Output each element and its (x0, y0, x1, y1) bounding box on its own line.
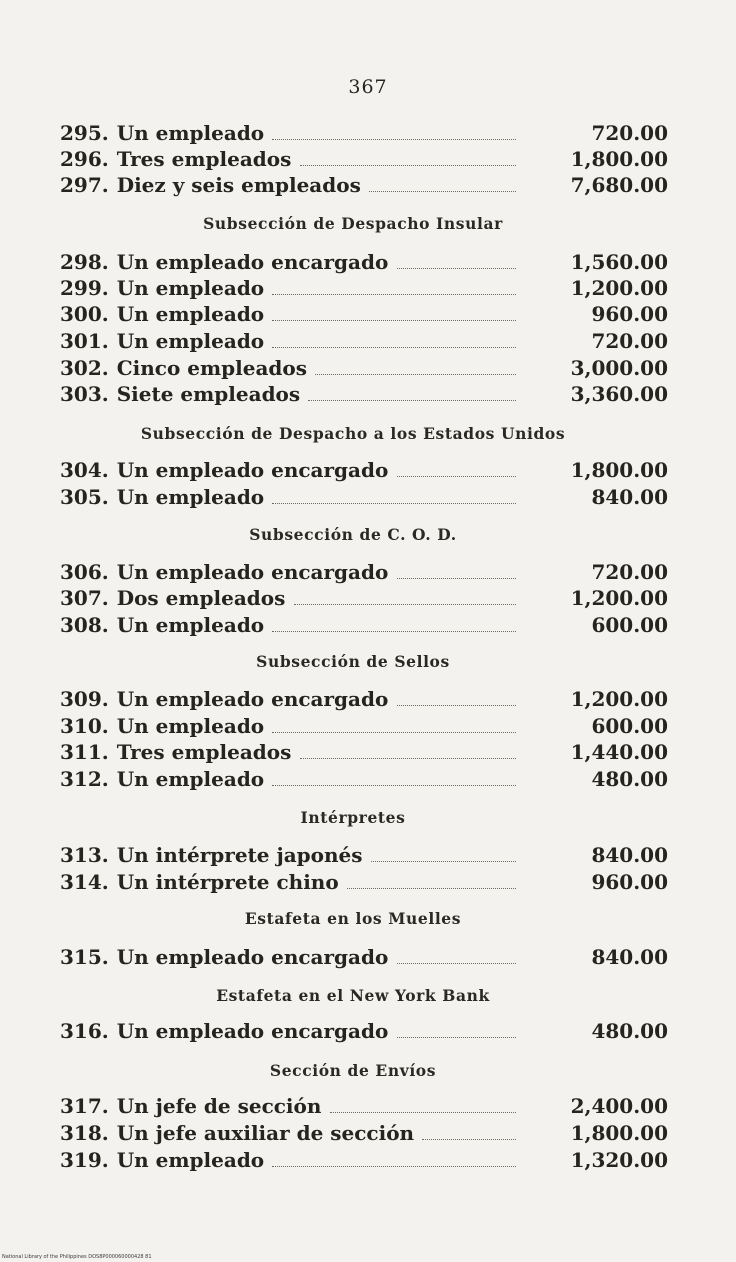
item-number: 301. (60, 329, 109, 353)
dot-leader (330, 1086, 516, 1113)
item-amount: 600.00 (591, 613, 668, 637)
item-description: Tres empleados (116, 740, 292, 764)
item-description: Un empleado (116, 767, 265, 791)
item-number: 305. (60, 485, 109, 509)
item-number: 295. (60, 121, 109, 145)
dot-leader (397, 450, 516, 477)
dot-leader (272, 1140, 516, 1167)
item-amount: 840.00 (591, 945, 668, 969)
item-amount: 1,320.00 (570, 1148, 668, 1172)
item-description: Un intérprete japonés (116, 843, 363, 867)
item-description: Un empleado encargado (116, 687, 389, 711)
item-description: Un empleado encargado (116, 250, 389, 274)
item-description: Un empleado encargado (116, 945, 389, 969)
item-amount: 480.00 (591, 1019, 668, 1043)
item-description: Un empleado (116, 302, 265, 326)
item-number: 302. (60, 356, 109, 380)
item-description: Un jefe de sección (116, 1094, 322, 1118)
item-amount: 1,200.00 (570, 687, 668, 711)
item-number: 312. (60, 767, 109, 791)
item-description: Un empleado encargado (116, 560, 389, 584)
dot-leader (272, 759, 516, 786)
item-number: 296. (60, 147, 109, 171)
item-number: 315. (60, 945, 109, 969)
dot-leader (422, 1113, 516, 1140)
item-amount: 1,800.00 (570, 147, 668, 171)
dot-leader (308, 374, 516, 401)
section-heading-subseccion-de-c-o-d: Subsección de C. O. D. (249, 525, 457, 544)
list-item (60, 612, 668, 638)
dot-leader (397, 1011, 516, 1038)
item-number: 319. (60, 1148, 109, 1172)
list-item (60, 484, 668, 510)
list-item (60, 1018, 668, 1044)
dot-leader (294, 578, 516, 605)
item-number: 304. (60, 458, 109, 482)
dot-leader (397, 679, 516, 706)
item-amount: 3,000.00 (570, 356, 668, 380)
dot-leader (397, 242, 516, 269)
item-amount: 1,800.00 (570, 458, 668, 482)
dot-leader (347, 862, 516, 889)
dot-leader (371, 835, 516, 862)
dot-leader (272, 294, 516, 321)
list-item (60, 1147, 668, 1173)
item-amount: 960.00 (591, 302, 668, 326)
item-description: Un empleado (116, 485, 265, 509)
item-number: 314. (60, 870, 109, 894)
dot-leader (397, 552, 516, 579)
item-number: 306. (60, 560, 109, 584)
item-number: 311. (60, 740, 109, 764)
item-description: Siete empleados (116, 382, 301, 406)
list-item (60, 869, 668, 895)
section-heading-estafeta-en-el-new-york-bank: Estafeta en el New York Bank (216, 986, 490, 1005)
item-description: Un empleado encargado (116, 1019, 389, 1043)
item-description: Un empleado encargado (116, 458, 389, 482)
section-heading-subseccion-de-despacho-insular: Subsección de Despacho Insular (203, 214, 503, 233)
dot-leader (272, 477, 516, 504)
item-number: 313. (60, 843, 109, 867)
section-heading-estafeta-en-los-muelles: Estafeta en los Muelles (244, 909, 462, 928)
item-number: 299. (60, 276, 109, 300)
item-amount: 720.00 (591, 560, 668, 584)
item-number: 309. (60, 687, 109, 711)
dot-leader (300, 139, 516, 166)
item-description: Cinco empleados (116, 356, 307, 380)
dot-leader (272, 605, 516, 632)
item-number: 308. (60, 613, 109, 637)
item-description: Un jefe auxiliar de sección (116, 1121, 415, 1145)
item-description: Un empleado (116, 121, 265, 145)
item-amount: 960.00 (591, 870, 668, 894)
item-amount: 1,200.00 (570, 276, 668, 300)
item-number: 303. (60, 382, 109, 406)
list-item (60, 944, 668, 970)
item-amount: 600.00 (591, 714, 668, 738)
item-amount: 1,200.00 (570, 586, 668, 610)
item-amount: 720.00 (591, 329, 668, 353)
item-description: Un empleado (116, 613, 265, 637)
item-amount: 840.00 (591, 485, 668, 509)
dot-leader (369, 165, 516, 192)
page-number: 367 (348, 76, 388, 98)
section-heading-subseccion-de-despacho-a-los-estados-unidos: Subsección de Despacho a los Estados Unidos (140, 424, 566, 443)
list-item (60, 172, 668, 198)
item-amount: 2,400.00 (570, 1094, 668, 1118)
item-amount: 7,680.00 (570, 173, 668, 197)
item-amount: 840.00 (591, 843, 668, 867)
item-number: 297. (60, 173, 109, 197)
section-heading-interpretes: Intérpretes (300, 808, 406, 827)
dot-leader (272, 321, 516, 348)
dot-leader (397, 937, 516, 964)
item-amount: 1,440.00 (570, 740, 668, 764)
item-description: Tres empleados (116, 147, 292, 171)
dot-leader (272, 113, 516, 140)
item-description: Diez y seis empleados (116, 173, 361, 197)
dot-leader (272, 706, 516, 733)
item-number: 300. (60, 302, 109, 326)
item-description: Un empleado (116, 1148, 265, 1172)
dot-leader (272, 268, 516, 295)
item-number: 310. (60, 714, 109, 738)
item-number: 318. (60, 1121, 109, 1145)
list-item (60, 146, 668, 172)
item-amount: 1,560.00 (570, 250, 668, 274)
item-number: 316. (60, 1019, 109, 1043)
item-number: 298. (60, 250, 109, 274)
item-description: Un empleado (116, 714, 265, 738)
item-description: Un intérprete chino (116, 870, 339, 894)
item-amount: 720.00 (591, 121, 668, 145)
dot-leader (315, 348, 516, 375)
item-amount: 480.00 (591, 767, 668, 791)
list-item (60, 1093, 668, 1119)
item-description: Un empleado (116, 329, 265, 353)
section-heading-subseccion-de-sellos: Subsección de Sellos (256, 652, 450, 671)
item-description: Dos empleados (116, 586, 286, 610)
item-amount: 3,360.00 (570, 382, 668, 406)
item-description: Un empleado (116, 276, 265, 300)
list-item (60, 766, 668, 792)
item-amount: 1,800.00 (570, 1121, 668, 1145)
item-number: 317. (60, 1094, 109, 1118)
list-item (60, 381, 668, 407)
item-number: 307. (60, 586, 109, 610)
scan-footer: National Library of the Philippines DOS8P000060000428 81 (2, 1254, 152, 1260)
dot-leader (300, 732, 516, 759)
section-heading-seccion-de-envios: Sección de Envíos (269, 1061, 437, 1080)
